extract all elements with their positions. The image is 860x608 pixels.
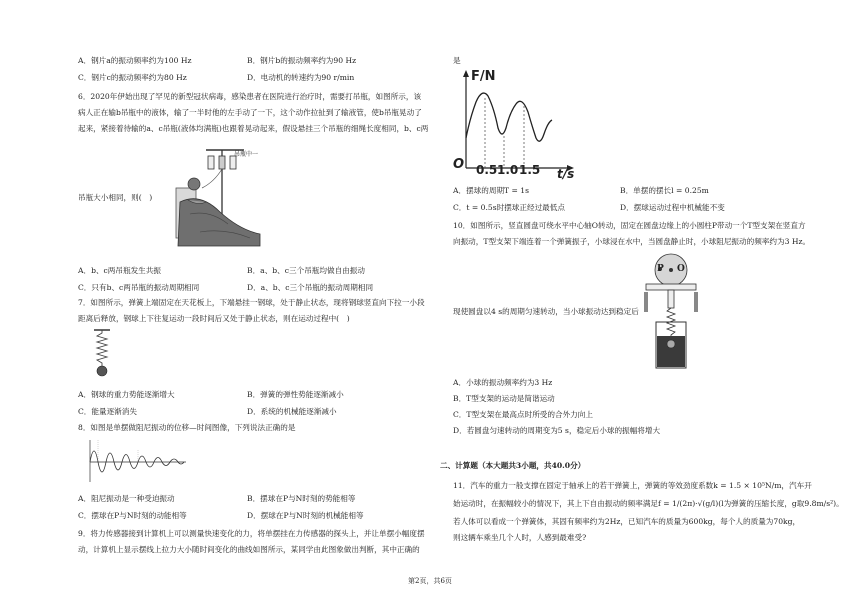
q8-option-c: C．摆球在P与N时刻的动能相等 xyxy=(78,511,187,520)
q8-option-d: D．摆球在P与N时刻的机械能相等 xyxy=(247,511,364,520)
q9-option-c: C．t = 0.5s时摆球正经过最低点 xyxy=(453,203,565,212)
graph-tick-1-0: 1.0 xyxy=(497,163,519,177)
graph-tick-0-5: 0.5 xyxy=(476,163,498,177)
q10-stem-line2: 向振动，T型支架下端连着一个弹簧振子，小球浸在水中，当圆盘静止时，小球阻尼振动的频率约为3 Hz。 xyxy=(453,237,811,246)
q10-option-a: A．小球的振动频率约为3 Hz xyxy=(453,378,553,387)
q9-option-a: A．摆球的周期T = 1s xyxy=(453,186,530,195)
graph-x-label: t/s xyxy=(557,167,575,181)
q8-stem: 8．如图是单摆做阻尼振动的位移—时间图像，下列说法正确的是 xyxy=(78,423,296,432)
q6-stem-line1: 6．2020年伊始出现了罕见的新型冠状病毒，感染患者在医院进行治疗时，需要打吊瓶，如图所示，该 xyxy=(78,92,422,101)
q8-option-a: A．阻尼振动是一种受迫振动 xyxy=(78,494,175,503)
q9-stem-line2: 动，计算机上显示摆线上拉力大小随时间变化的曲线如图所示，某同学由此图象做出判断，其中正确的 xyxy=(78,545,420,554)
disk-label-p: P xyxy=(657,264,664,274)
q5-option-a: A．钢片a的振动频率约为100 Hz xyxy=(78,56,192,65)
iv-figure-label: 吊瓶中一 xyxy=(234,151,259,158)
q10-stem-line3: 现使圆盘以4 s的周期匀速转动，当小球振动达到稳定后 xyxy=(453,307,639,316)
q5-option-b: B．钢片b的振动频率约为90 Hz xyxy=(247,56,357,65)
q6-stem-line4: 吊瓶大小相同，则( ) xyxy=(78,193,153,202)
q9-option-d: D．摆球运动过程中机械能不变 xyxy=(620,203,725,212)
disk-spring-figure xyxy=(640,252,702,370)
q7-stem-line1: 7．如图所示，弹簧上端固定在天花板上，下端悬挂一钢球，处于静止状态，现将钢球竖直向下拉一小段 xyxy=(78,298,425,307)
q6-option-b: B．a、b、c三个吊瓶均做自由振动 xyxy=(247,266,365,275)
q6-stem-line3: 起来，紧接着待输的a、c吊瓶(液体均满瓶)也跟着晃动起来，假设悬挂三个吊瓶的细绳长度相同，b、c两 xyxy=(78,124,429,133)
q7-option-a: A．钢球的重力势能逐渐增大 xyxy=(78,390,175,399)
q6-stem-line2: 病人正在输b吊瓶中的液体，输了一半时他的左手动了一下，这个动作拉扯到了输液管，使b吊瓶晃动了 xyxy=(78,108,422,117)
q7-option-c: C．能量逐渐消失 xyxy=(78,407,137,416)
q7-option-d: D．系统的机械能逐渐减小 xyxy=(247,407,337,416)
q6-option-a: A．b、c两吊瓶发生共振 xyxy=(78,266,161,275)
spring-ball-figure xyxy=(92,328,112,378)
q9-option-b: B．单摆的摆长l = 0.25m xyxy=(620,186,709,195)
q6-option-d: D．a、b、c三个吊瓶的振动周期相同 xyxy=(247,283,374,292)
section-heading: 二、计算题（本大题共3小题，共40.0分） xyxy=(440,461,586,470)
q11-stem-line4: 则这辆车乘坐几个人时，人感到最难受? xyxy=(453,533,587,542)
q10-option-d: D．若圆盘匀速转动的周期变为5 s，稳定后小球的振幅将增大 xyxy=(453,426,661,435)
q9-stem-end: 是 xyxy=(453,56,461,65)
disk-label-o: O xyxy=(677,264,685,274)
graph-tick-1-5: 1.5 xyxy=(519,163,541,177)
q8-option-b: B．摆球在P与N时刻的势能相等 xyxy=(247,494,356,503)
page-footer: 第2页，共6页 xyxy=(408,577,452,585)
q11-stem-line3: 若人体可以看成一个弹簧体，其固有频率约为2Hz，已知汽车的质量为600kg，每个人的质量为70kg， xyxy=(453,517,801,526)
q9-stem-line1: 9．将力传感器接到计算机上可以测量快速变化的力，将单摆挂在力传感器的探头上，并让单摆小幅度摆 xyxy=(78,529,425,538)
iv-drip-figure xyxy=(170,142,274,250)
q10-stem-line1: 10．如图所示，竖直圆盘可绕水平中心轴O转动，固定在圆盘边缘上的小圆柱P带动一个T型支架在竖直方 xyxy=(453,221,806,230)
q5-option-c: C．钢片c的振动频率约为80 Hz xyxy=(78,73,187,82)
damped-oscillation-graph xyxy=(86,438,190,484)
q11-stem-line1: 11．汽车的重力一般支撑在固定于轴承上的若干弹簧上，弹簧的等效劲度系数k = 1.5 × 10⁵N/m，汽车开 xyxy=(453,481,812,490)
q7-option-b: B．弹簧的弹性势能逐渐减小 xyxy=(247,390,344,399)
q5-option-d: D．电动机的转速约为90 r/min xyxy=(247,73,355,82)
q6-option-c: C．只有b、c两吊瓶的振动周期相同 xyxy=(78,283,200,292)
q7-stem-line2: 距离后释放，钢球上下往复运动一段时间后又处于静止状态，则在运动过程中( ) xyxy=(78,314,350,323)
graph-y-label: F/N xyxy=(471,69,496,84)
q11-stem-line2: 始运动时，在振幅较小的情况下，其上下自由振动的频率满足f = 1/(2π)·√(g/l)(l为弹簧的压缩长度，g取9.8m/s²)。 xyxy=(453,499,844,508)
q10-option-b: B．T型支架的运动是简谐运动 xyxy=(453,394,555,403)
graph-origin: O xyxy=(453,157,465,172)
q10-option-c: C．T型支架在最高点时所受的合外力向上 xyxy=(453,410,593,419)
